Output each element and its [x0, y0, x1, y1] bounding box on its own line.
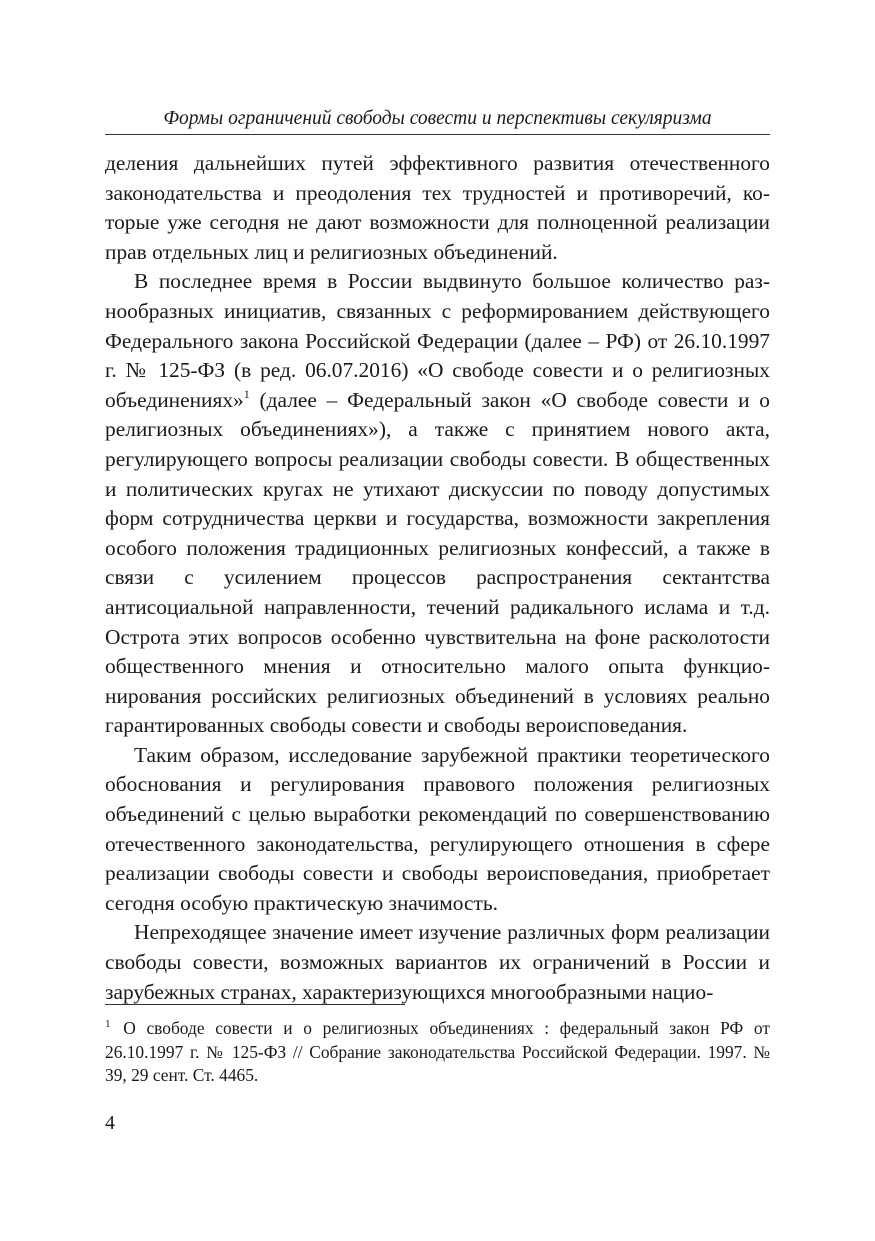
running-title: Формы ограничений свободы совести и перспективы секуляризма	[163, 108, 712, 129]
footnote-reference[interactable]: 1	[243, 386, 250, 401]
paragraph-2	[105, 267, 770, 741]
paragraph-1: деления дальнейших путей эффективного развития отечественного законодательства и преодоления тех трудностей и противоречий, которые уже сегодня не дают возможности для полноценной реализации прав отдельных лиц и религиозных объединений.	[105, 151, 770, 264]
paragraph-2-text-a: В последнее время в России выдвинуто большое количество разнообразных инициатив, связанных с реформированием действующего Федерального закона Российской Федерации (далее – РФ) от 26.10.1997 г. № 125-ФЗ (в ред. 06.07.2016) «О свободе совести и о религиозных объединениях»	[105, 269, 770, 412]
running-header	[105, 104, 770, 135]
paragraph-3: Таким образом, исследование зарубежной практики теоретического обоснования и регулирования правового положения религиозных объединений с целью выработки рекомендаций по совершенствованию отечественного законодательства, регулирующего отношения в сфере реализации свободы совести и свободы вероисповедания, приобретает сегодня особую практическую значимость.	[105, 742, 770, 915]
footnote-mark: 1	[105, 1018, 111, 1030]
paragraph-2-text-b: (далее – Федеральный закон «О свободе совести и о религиозных объединениях»), а также с принятием нового акта, регулирующего вопросы реализации свободы совести. В общественных и политических кругах не утихают дискуссии по поводу допустимых форм сотрудничества церкви и государства, возможности закрепления особого положения традиционных религиозных конфессий, а также в связи с усилением процессов распространения сектантства антисоциальной направленности, течений радикального ислама и т.д. Острота этих вопросов особенно чувствительна на фоне расколотости общественного мнения и относительно малого опыта функционирования российских религиозных объединений в условиях реально гарантированных свободы совести и свободы вероисповедания.	[105, 387, 770, 738]
main-text	[105, 149, 770, 1007]
footnote-divider	[105, 1004, 405, 1005]
paragraph-4: Непреходящее значение имеет изучение различных форм реализации свободы совести, возможных вариантов их ограничений в России и зарубежных странах, характеризующихся многообразными нацио-	[105, 920, 770, 1004]
page-number: 4	[105, 1112, 115, 1134]
footnote-text: О свободе совести и о религиозных объединениях : федеральный закон РФ от 26.10.1997 г. № 125-ФЗ // Собрание законодательства Российской Федерации. 1997. № 39, 29 сент. Ст. 4465.	[105, 1018, 770, 1085]
footnote	[105, 1017, 770, 1088]
